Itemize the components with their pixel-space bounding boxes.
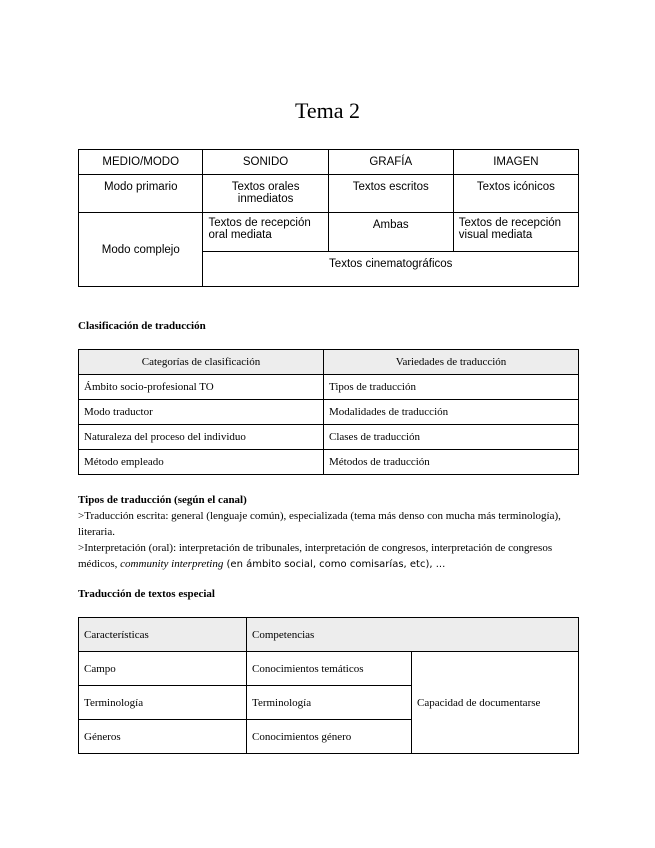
table-header: Competencias [247,618,579,652]
table-row [79,425,579,450]
section-heading: Traducción de textos especial [78,588,215,600]
table-header: GRAFÍA [328,150,453,175]
table-cell: Géneros [79,720,247,754]
table-cell: Tipos de traducción [324,375,579,400]
table-cell: Terminología [79,686,247,720]
table-cell: Clases de traducción [324,425,579,450]
table-header: Categorías de clasificación [79,350,324,375]
table-cell: Conocimientos género [247,720,412,754]
table-cell: Campo [79,652,247,686]
table-row [79,400,579,425]
table-cell: Métodos de traducción [324,450,579,475]
table-cell: Ambas [328,213,453,252]
classification-table [78,349,579,475]
table-cell: Modalidades de traducción [324,400,579,425]
table-cell: Capacidad de documentarse [412,652,579,754]
table-cell: Modo complejo [79,213,203,287]
table-header: Variedades de traducción [324,350,579,375]
table-row [79,375,579,400]
table-cell: Textos orales inmediatos [203,175,328,213]
table-header: MEDIO/MODO [79,150,203,175]
table-cell: Textos escritos [328,175,453,213]
table-cell: Modo primario [79,175,203,213]
table-cell: Conocimientos temáticos [247,652,412,686]
table-header: SONIDO [203,150,328,175]
table-cell: Terminología [247,686,412,720]
table-cell: Método empleado [79,450,324,475]
paragraph [78,508,578,573]
table-header: IMAGEN [453,150,578,175]
table-cell: Textos cinematográficos [203,252,579,287]
media-mode-table [78,149,579,287]
paragraph-line: >Traducción escrita: general (lenguaje común), especializada (tema más denso con mucha más terminología), literaria. [78,510,561,538]
table-header: Características [79,618,247,652]
table-cell: Naturaleza del proceso del individuo [79,425,324,450]
table-cell: Modo traductor [79,400,324,425]
section-heading: Tipos de traducción (según el canal) [78,494,247,506]
paragraph-line: >Interpretación (oral): interpretación de tribunales, interpretación de congresos, interpretación de congresos médicos, community interpreting (en ámbito social, como comisarías, etc), ... [78,542,553,570]
special-translation-table [78,617,579,754]
table-cell: Textos icónicos [453,175,578,213]
table-cell: Textos de recepción visual mediata [453,213,578,252]
table-row [79,450,579,475]
section-heading: Clasificación de traducción [78,320,206,332]
table-cell: Ámbito socio-profesional TO [79,375,324,400]
page-title: Tema 2 [294,98,361,123]
table-row [79,652,579,686]
table-cell: Textos de recepción oral mediata [203,213,328,252]
